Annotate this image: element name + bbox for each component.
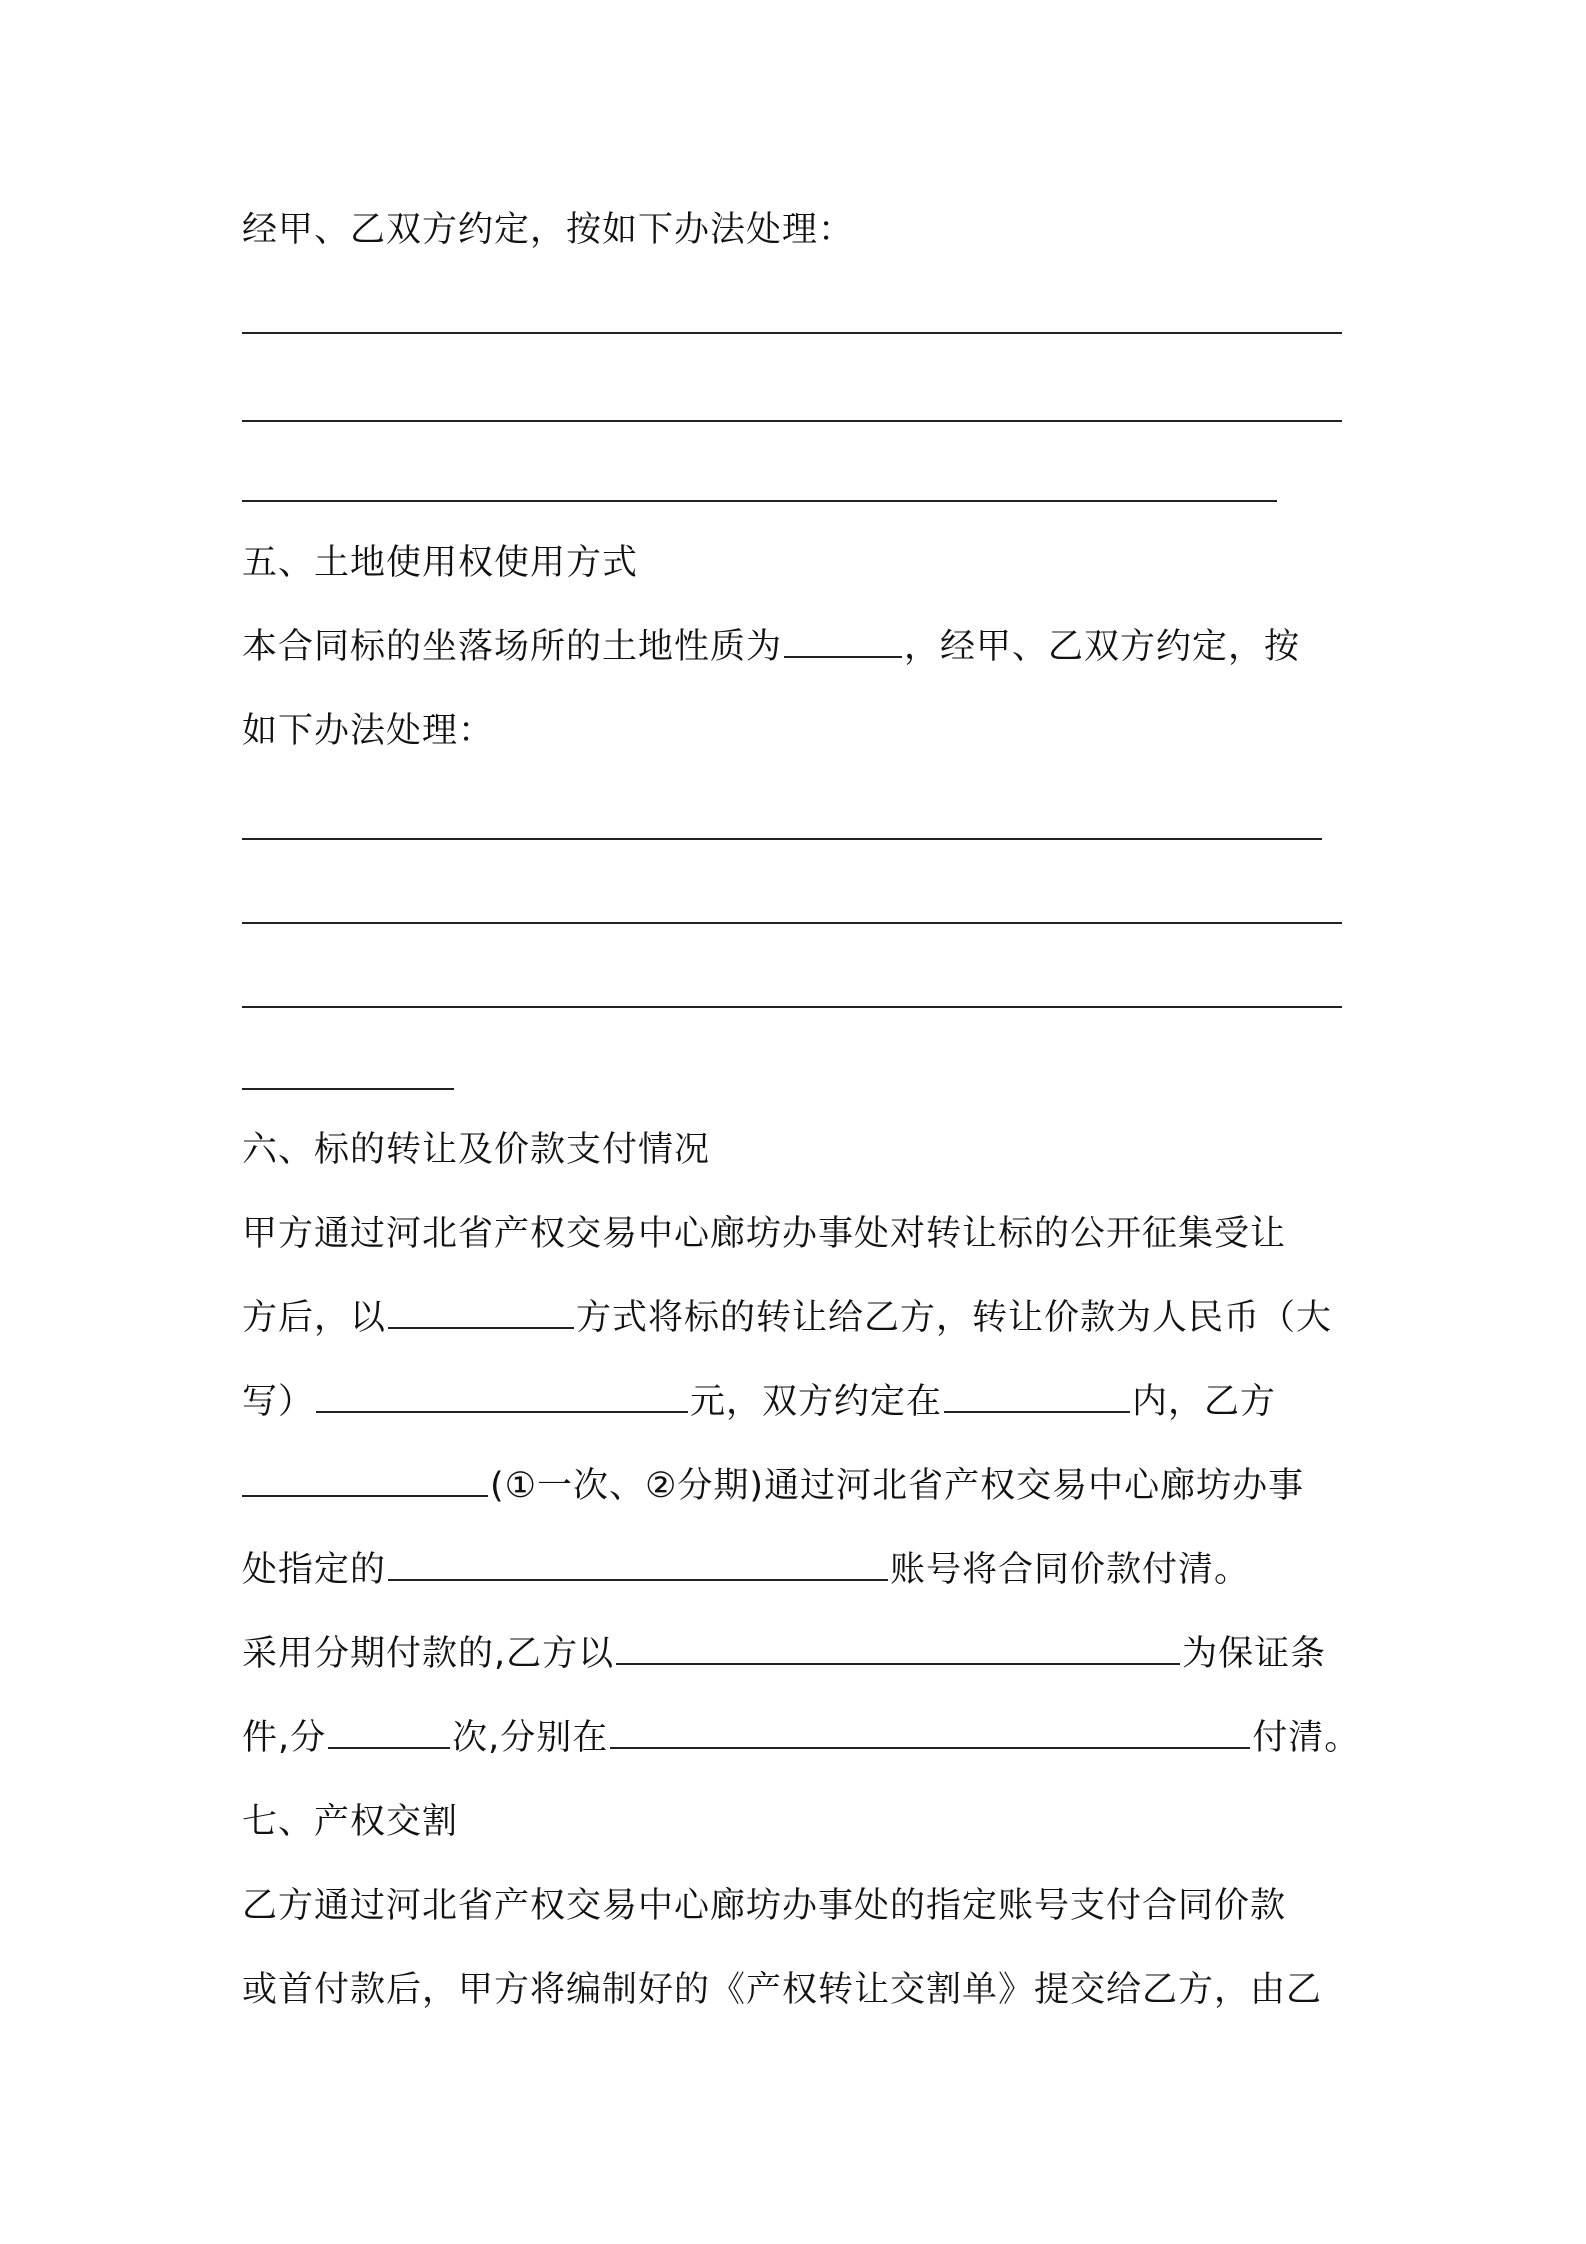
section-7-line-2: 或首付款后，甲方将编制好的《产权转让交割单》提交给乙方，由乙 xyxy=(242,1970,1323,2010)
fill-in-line xyxy=(242,420,1342,422)
fill-in-line xyxy=(242,922,1342,924)
fill-in-line xyxy=(242,500,1277,502)
section-6-line-7: 件,分 次,分别在 付清。 xyxy=(242,1713,1360,1763)
section-6-line-2: 方后，以 方式将标的转让给乙方，转让价款为人民币（大 xyxy=(242,1293,1332,1343)
installment-dates-blank[interactable] xyxy=(610,1713,1250,1749)
fill-in-line xyxy=(242,1006,1342,1008)
paragraph-handling: 经甲、乙双方约定，按如下办法处理： xyxy=(242,210,855,250)
installment-count-blank[interactable] xyxy=(328,1713,450,1749)
section-6-line-3: 写） 元，双方约定在 内，乙方 xyxy=(242,1377,1276,1427)
section-6-line-1: 甲方通过河北省产权交易中心廊坊办事处对转让标的公开征集受让 xyxy=(242,1214,1287,1254)
section-5-line-1: 本合同标的坐落场所的土地性质为 ，经甲、乙双方约定，按 xyxy=(242,622,1300,672)
fill-in-line xyxy=(242,332,1342,334)
land-nature-blank[interactable] xyxy=(784,622,902,658)
price-capital-blank[interactable] xyxy=(316,1377,688,1413)
section-6-line-6: 采用分期付款的,乙方以 为保证条 xyxy=(242,1629,1326,1679)
section-6-line-4: (①一次、②分期)通过河北省产权交易中心廊坊办事 xyxy=(242,1461,1304,1511)
section-6-line-5: 处指定的 账号将合同价款付清。 xyxy=(242,1545,1250,1595)
section-5-heading: 五、土地使用权使用方式 xyxy=(242,543,639,583)
account-blank[interactable] xyxy=(388,1545,888,1581)
section-7-heading: 七、产权交割 xyxy=(242,1802,459,1842)
section-5-line-2: 如下办法处理： xyxy=(242,711,495,751)
fill-in-line xyxy=(242,838,1322,840)
fill-in-line xyxy=(242,1088,454,1090)
guarantee-blank[interactable] xyxy=(616,1629,1180,1665)
section-7-line-1: 乙方通过河北省产权交易中心廊坊办事处的指定账号支付合同价款 xyxy=(242,1886,1287,1926)
section-6-heading: 六、标的转让及价款支付情况 xyxy=(242,1130,711,1170)
payment-period-blank[interactable] xyxy=(944,1377,1130,1413)
transfer-method-blank[interactable] xyxy=(388,1293,574,1329)
payment-mode-blank[interactable] xyxy=(242,1461,488,1497)
